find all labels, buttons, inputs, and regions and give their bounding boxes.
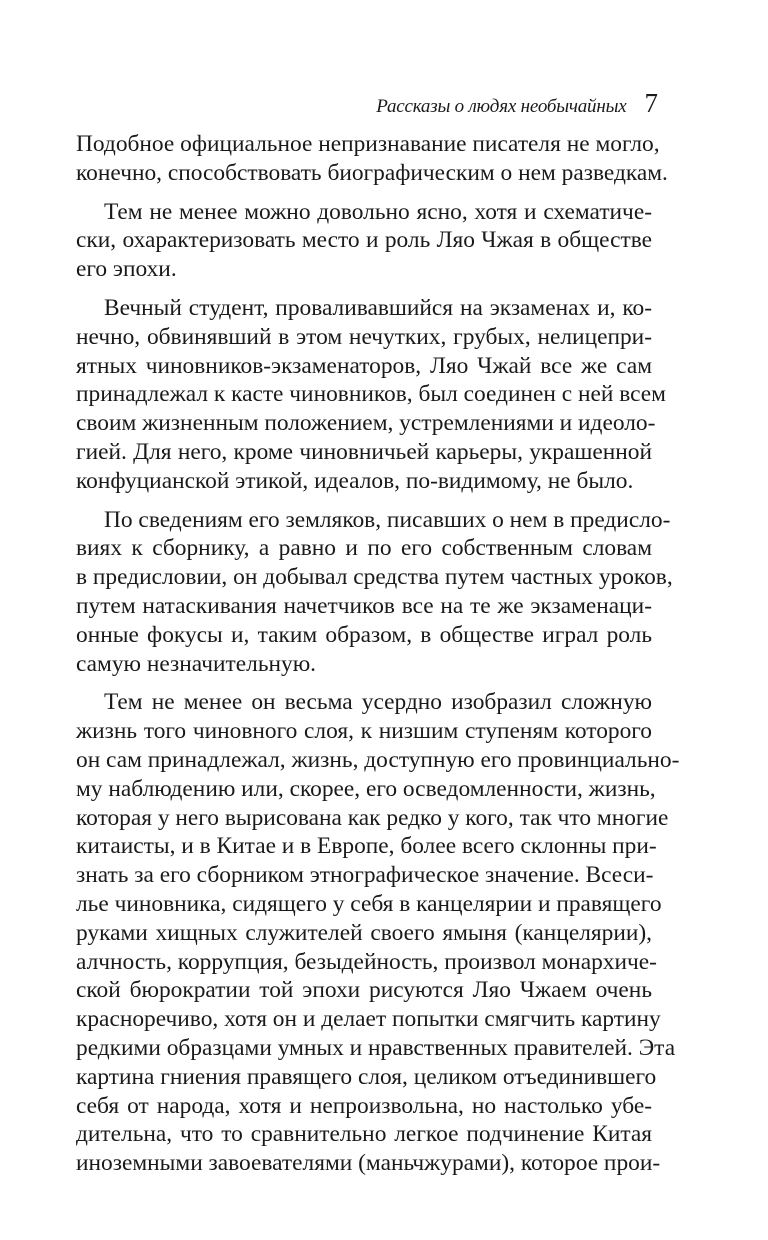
text-line: китаисты, и в Китае и в Европе, более всего склонны при- — [76, 833, 657, 860]
text-line: его эпохи. — [76, 256, 177, 283]
text-line: алчность, коррупция, безыдейность, произвол монархиче- — [76, 948, 657, 975]
running-title: Рассказы о людях необычайных — [376, 96, 627, 117]
text-line: По сведениям его земляков, писавших о нем в предисло- — [104, 506, 671, 533]
text-line: Вечный студент, проваливавшийся на экзаменах и, ко- — [104, 294, 652, 321]
text-line: Тем не менее можно довольно ясно, хотя и схематиче- — [104, 198, 652, 225]
text-line: му наблюдению или, скорее, его осведомленности, жизнь, — [76, 775, 656, 802]
running-head — [376, 88, 658, 119]
paragraph — [76, 130, 668, 188]
text-line: гией. Для него, кроме чиновничьей карьеры, украшенной — [76, 438, 652, 465]
text-line: лье чиновника, сидящего у себя в канцелярии и правящего — [76, 890, 662, 917]
page-number: 7 — [644, 88, 658, 118]
text-line: Тем не менее он весьма усердно изобразил сложную — [104, 689, 652, 716]
text-line: картина гниения правящего слоя, целиком отъединившего — [76, 1063, 657, 1090]
text-line: себя от народа, хотя и непроизвольна, но настолько убе- — [76, 1092, 652, 1119]
paragraph — [76, 506, 673, 679]
paragraph — [76, 294, 666, 496]
body-text — [76, 130, 680, 1178]
text-line: ски, охарактеризовать место и роль Ляо Чжая в обществе — [76, 227, 652, 254]
text-line: иноземными завоевателями (маньчжурами), которое прои- — [76, 1150, 661, 1177]
text-line: конфуцианской этикой, идеалов, по-видимому, не было. — [76, 467, 634, 494]
text-line: своим жизненным положением, устремлениями и идеоло- — [76, 410, 656, 437]
text-line: путем натаскивания начетчиков все на те же экзаменаци- — [76, 592, 652, 619]
text-line: руками хищных служителей своего ямыня (канцелярии), — [76, 919, 652, 946]
text-line: ятных чиновников-экзаменаторов, Ляо Чжай все же сам — [76, 352, 652, 379]
paragraph — [76, 198, 652, 284]
text-line: ской бюрократии той эпохи рисуются Ляо Чжаем очень — [76, 977, 652, 1004]
text-line: которая у него вырисована как редко у кого, так что многие — [76, 804, 669, 831]
text-line: Подобное официальное непризнавание писателя не могло, — [76, 131, 660, 157]
text-line: конечно, способствовать биографическим о нем разведкам. — [76, 159, 668, 186]
paragraph — [76, 688, 680, 1178]
text-line: он сам принадлежал, жизнь, доступную его провинциально- — [76, 746, 680, 773]
text-line: принадлежал к касте чиновников, был соединен с ней всем — [76, 381, 666, 408]
text-line: жизнь того чиновного слоя, к низшим ступеням которого — [76, 718, 652, 745]
text-line: самую незначительную. — [76, 650, 317, 677]
text-line: дительна, что то сравнительно легкое подчинение Китая — [76, 1121, 652, 1148]
text-line: в предисловии, он добывал средства путем частных уроков, — [76, 564, 673, 591]
text-line: онные фокусы и, таким образом, в обществе играл роль — [76, 621, 652, 648]
text-line: нечно, обвинявший в этом нечутких, грубых, нелицепри- — [76, 323, 652, 350]
text-line: виях к сборнику, а равно и по его собственным словам — [76, 535, 652, 562]
text-line: редкими образцами умных и нравственных правителей. Эта — [76, 1034, 676, 1061]
text-line: красноречиво, хотя он и делает попытки смягчить картину — [76, 1006, 661, 1033]
text-line: знать за его сборником этнографическое значение. Всеси- — [76, 862, 654, 889]
